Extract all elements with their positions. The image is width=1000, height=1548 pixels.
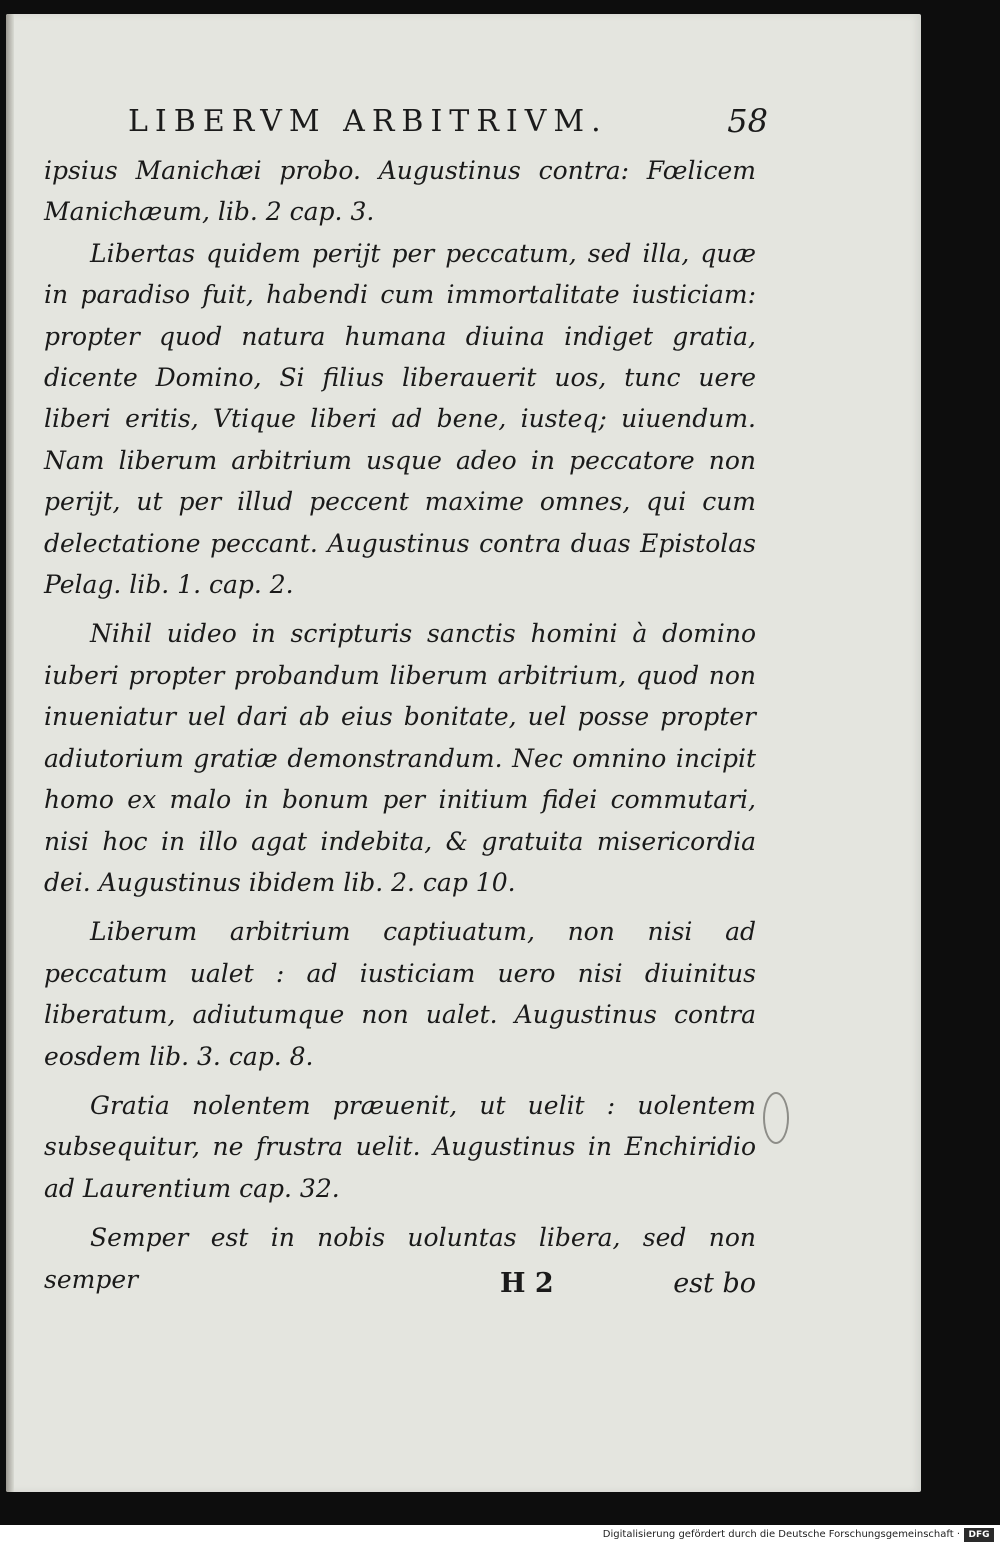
body-text (44, 150, 756, 1300)
page-fold-edge (6, 14, 14, 1492)
paragraph-continuation: ipsius Manichæi probo. Augustinus contra: Fœlicem Manichæum, lib. 2 cap. 3. (44, 156, 756, 227)
paragraph: Libertas quidem perijt per peccatum, sed illa, quæ in paradiso fuit, habendi cum immortalitate iusticiam: propter quod natura humana diuina indiget gratia, dicente Domino, Si filius liberauerit uos, tunc uere liberi eritis, Vtique liberi ad bene, iusteq; uiuendum. Nam liberum arbitrium usque adeo in peccatore non perijt, ut per illud peccent maxime omnes, qui cum delectatione peccant. Augustinus contra duas Epistolas Pelag. lib. 1. cap. 2. (44, 238, 756, 600)
margin-pencil-mark (763, 1092, 789, 1144)
paragraph: Liberum arbitrium captiuatum, non nisi ad peccatum ualet : ad iusticiam uero nisi diuinitus liberatum, adiutumque non ualet. Augustinus contra eosdem lib. 3. cap. 8. (44, 917, 756, 1071)
page-number: 58 (727, 102, 768, 140)
signature-mark: H 2 (500, 1268, 554, 1299)
running-title: LIBERVM ARBITRIVM. (128, 104, 608, 139)
footer-strip (0, 1525, 1000, 1548)
dfg-logo: DFG (964, 1528, 994, 1542)
funding-credit: Digitalisierung gefördert durch die Deutsche Forschungsgemeinschaft · (602, 1529, 960, 1540)
paragraph: Semper est in nobis uoluntas libera, sed non semper (44, 1223, 756, 1294)
paragraph: Nihil uideo in scripturis sanctis homini à domino iuberi propter probandum liberum arbitrium, quod non inueniatur uel dari ab eius bonitate, uel posse propter adiutorium gratiæ demonstrandum. Nec omnino incipit homo ex malo in bonum per initium fidei commutari, nisi hoc in illo agat indebita, & gratuita misericordia dei. Augustinus ibidem lib. 2. cap 10. (44, 619, 756, 897)
catchword: est bo (673, 1268, 756, 1299)
paragraph: Gratia nolentem præuenit, ut uelit : uolentem subsequitur, ne frustra uelit. Augustinus in Enchiridio ad Laurentium cap. 32. (44, 1090, 756, 1203)
running-head (128, 104, 768, 144)
page-foot (500, 1268, 756, 1308)
